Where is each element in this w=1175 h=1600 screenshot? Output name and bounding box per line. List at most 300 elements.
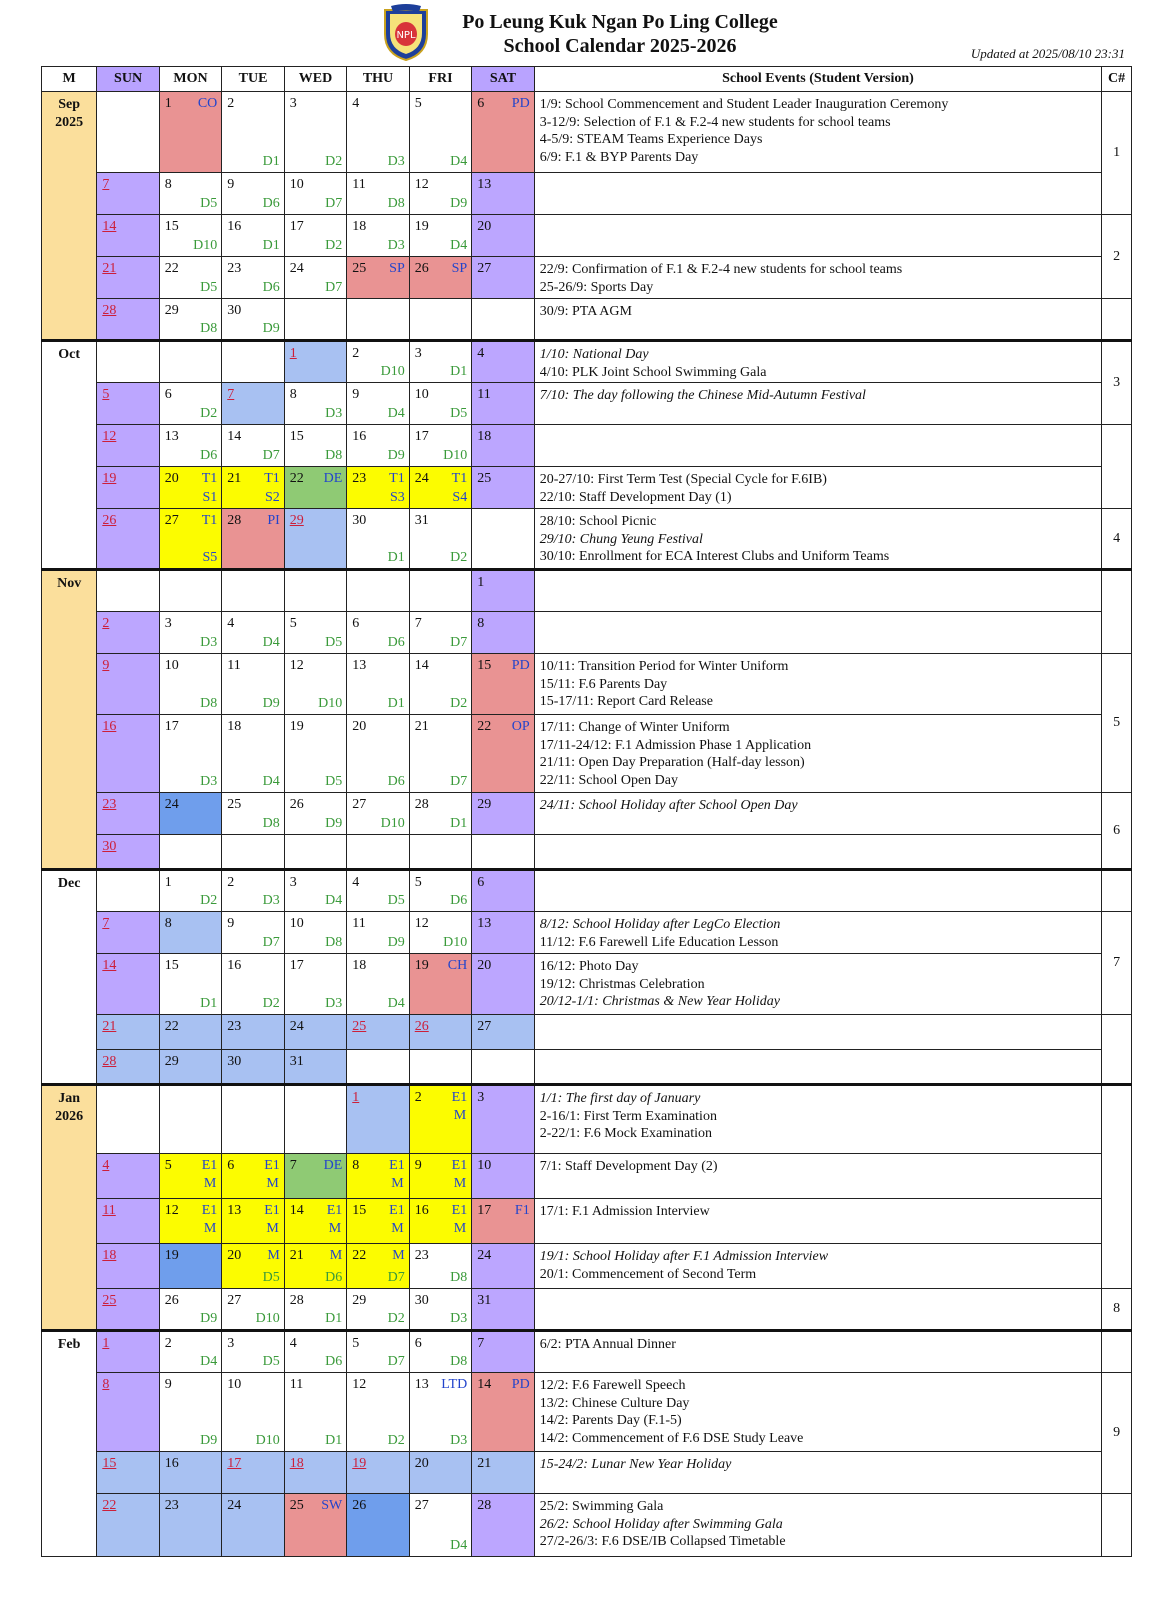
cycle-number xyxy=(1102,299,1132,341)
day-cell[interactable] xyxy=(284,92,346,173)
public-holiday-date: 2 xyxy=(102,616,110,631)
day-cell[interactable] xyxy=(409,383,471,425)
day-cell[interactable] xyxy=(409,1494,471,1557)
day-cell[interactable] xyxy=(222,654,284,715)
day-cell[interactable] xyxy=(472,612,534,654)
day-cell[interactable] xyxy=(347,383,409,425)
date-number: 3 xyxy=(227,1336,235,1351)
school-event: 15/11: F.6 Parents Day xyxy=(539,676,668,692)
week-events xyxy=(534,1494,1102,1557)
day-cell[interactable] xyxy=(409,257,471,299)
day-cell[interactable] xyxy=(159,383,221,425)
day-cell[interactable] xyxy=(347,1244,409,1289)
day-cell[interactable] xyxy=(222,612,284,654)
event-code: E1 xyxy=(451,1090,468,1105)
day-cell[interactable] xyxy=(159,1244,221,1289)
week-events xyxy=(534,912,1102,954)
day-cell[interactable] xyxy=(222,467,284,509)
date-number: 13 xyxy=(477,177,492,192)
day-cell[interactable] xyxy=(159,509,221,570)
day-cell[interactable] xyxy=(97,299,159,341)
date-number: 13 xyxy=(352,658,367,673)
day-cell[interactable] xyxy=(472,715,534,793)
cycle-day: D5 xyxy=(325,774,343,789)
event-code: T1 xyxy=(451,471,468,486)
day-cell[interactable] xyxy=(159,1050,221,1085)
date-number: 5 xyxy=(352,1336,360,1351)
day-cell[interactable] xyxy=(284,1494,346,1557)
date-number: 20 xyxy=(164,471,179,486)
day-cell[interactable] xyxy=(347,1015,409,1050)
day-cell[interactable] xyxy=(347,1331,409,1373)
day-cell[interactable] xyxy=(472,570,534,612)
day-cell[interactable] xyxy=(409,793,471,835)
day-cell[interactable] xyxy=(472,1085,534,1154)
date-number: 9 xyxy=(227,177,235,192)
day-cell[interactable] xyxy=(284,509,346,570)
week-events xyxy=(534,954,1102,1015)
day-cell[interactable] xyxy=(472,1452,534,1494)
cycle-day: D6 xyxy=(387,635,405,650)
school-event: 28/10: School Picnic xyxy=(539,514,657,529)
cycle-day: D1 xyxy=(262,238,280,253)
date-number: 15 xyxy=(289,429,304,444)
week-events xyxy=(534,1289,1102,1331)
day-cell[interactable] xyxy=(347,173,409,215)
day-cell[interactable] xyxy=(409,1331,471,1373)
date-number: 27 xyxy=(414,1498,429,1513)
day-cell[interactable] xyxy=(472,1015,534,1050)
cycle-day: D5 xyxy=(262,1354,280,1369)
day-cell[interactable] xyxy=(347,1494,409,1557)
day-cell[interactable] xyxy=(97,1373,159,1452)
date-number: 14 xyxy=(227,429,242,444)
day-cell[interactable] xyxy=(284,793,346,835)
day-cell[interactable] xyxy=(222,912,284,954)
cycle-day: D5 xyxy=(387,893,405,908)
day-cell[interactable] xyxy=(347,467,409,509)
day-cell[interactable] xyxy=(472,257,534,299)
day-cell[interactable] xyxy=(284,383,346,425)
day-cell[interactable] xyxy=(97,1331,159,1373)
day-cell[interactable] xyxy=(159,1331,221,1373)
day-cell[interactable] xyxy=(159,954,221,1015)
date-number: 18 xyxy=(352,219,367,234)
date-number: 24 xyxy=(477,1248,492,1263)
day-cell[interactable] xyxy=(347,341,409,383)
public-holiday-date: 4 xyxy=(102,1158,110,1173)
day-cell xyxy=(347,835,409,870)
day-cell[interactable] xyxy=(347,715,409,793)
day-cell[interactable] xyxy=(284,1289,346,1331)
week-events xyxy=(534,1154,1102,1199)
day-cell[interactable] xyxy=(97,509,159,570)
day-cell[interactable] xyxy=(97,467,159,509)
event-code: CO xyxy=(197,96,218,111)
day-cell[interactable] xyxy=(97,1452,159,1494)
day-cell[interactable] xyxy=(472,654,534,715)
day-cell[interactable] xyxy=(222,870,284,912)
date-number: 10 xyxy=(414,387,429,402)
day-cell[interactable] xyxy=(222,1050,284,1085)
day-cell[interactable] xyxy=(222,1494,284,1557)
month-label xyxy=(42,570,97,870)
day-cell xyxy=(284,299,346,341)
day-cell[interactable] xyxy=(97,1289,159,1331)
day-cell[interactable] xyxy=(472,173,534,215)
week-events xyxy=(534,1199,1102,1244)
week-row xyxy=(42,425,1132,467)
day-cell[interactable] xyxy=(159,467,221,509)
week-row xyxy=(42,92,1132,173)
day-cell[interactable] xyxy=(97,715,159,793)
public-holiday-date: 1 xyxy=(102,1336,110,1351)
date-number: 6 xyxy=(477,96,485,111)
day-cell[interactable] xyxy=(472,341,534,383)
day-cell[interactable] xyxy=(409,341,471,383)
cycle-day: D9 xyxy=(325,816,343,831)
day-header-sat: SAT xyxy=(472,67,534,92)
event-code: SW xyxy=(321,1498,343,1513)
public-holiday-date: 19 xyxy=(102,471,117,486)
day-cell[interactable] xyxy=(409,1154,471,1199)
day-cell[interactable] xyxy=(222,1154,284,1199)
day-cell[interactable] xyxy=(347,870,409,912)
month-label xyxy=(42,92,97,341)
day-cell[interactable] xyxy=(159,1373,221,1452)
day-cell xyxy=(284,1085,346,1154)
day-cell[interactable] xyxy=(472,1289,534,1331)
day-cell[interactable] xyxy=(284,1050,346,1085)
day-cell[interactable] xyxy=(409,173,471,215)
cycle-day: D6 xyxy=(387,774,405,789)
day-cell[interactable] xyxy=(409,215,471,257)
day-cell[interactable] xyxy=(284,1154,346,1199)
cycle-number: 9 xyxy=(1102,1373,1132,1494)
day-cell[interactable] xyxy=(347,1154,409,1199)
day-cell[interactable] xyxy=(97,257,159,299)
day-cell[interactable] xyxy=(97,835,159,870)
day-cell[interactable] xyxy=(97,612,159,654)
date-number: 30 xyxy=(227,1054,242,1069)
day-cell[interactable] xyxy=(284,425,346,467)
date-number: 10 xyxy=(289,916,304,931)
date-number: 14 xyxy=(414,658,429,673)
day-cell[interactable] xyxy=(409,1452,471,1494)
cycle-day: D1 xyxy=(325,1433,343,1448)
day-cell[interactable] xyxy=(284,1015,346,1050)
cycle-day: D3 xyxy=(200,635,218,650)
day-cell[interactable] xyxy=(284,870,346,912)
day-cell[interactable] xyxy=(159,173,221,215)
week-row xyxy=(42,173,1132,215)
day-cell[interactable] xyxy=(97,1244,159,1289)
day-cell[interactable] xyxy=(284,467,346,509)
day-cell[interactable] xyxy=(284,257,346,299)
day-cell[interactable] xyxy=(472,1373,534,1452)
day-cell[interactable] xyxy=(222,1015,284,1050)
day-header-tue: TUE xyxy=(222,67,284,92)
date-number: 27 xyxy=(477,1019,492,1034)
day-cell[interactable] xyxy=(409,1289,471,1331)
day-cell[interactable] xyxy=(284,1244,346,1289)
cycle-number: 8 xyxy=(1102,1289,1132,1331)
date-number: 25 xyxy=(227,797,242,812)
school-event: 12/2: F.6 Farewell Speech xyxy=(539,1378,686,1393)
day-cell[interactable] xyxy=(97,1199,159,1244)
day-cell[interactable] xyxy=(347,257,409,299)
day-cell[interactable] xyxy=(347,215,409,257)
day-cell[interactable] xyxy=(472,425,534,467)
day-cell[interactable] xyxy=(97,1050,159,1085)
month-label xyxy=(42,1331,97,1557)
month-label-line: 2026 xyxy=(55,1109,84,1124)
day-cell[interactable] xyxy=(159,793,221,835)
date-number: 7 xyxy=(414,616,422,631)
day-cell[interactable] xyxy=(409,654,471,715)
week-events xyxy=(534,215,1102,257)
week-events xyxy=(534,870,1102,912)
day-cell[interactable] xyxy=(97,912,159,954)
day-cell[interactable] xyxy=(97,654,159,715)
day-header-fri: FRI xyxy=(409,67,471,92)
event-code: E1 xyxy=(264,1203,280,1218)
date-number: 19 xyxy=(414,219,429,234)
day-cell[interactable] xyxy=(97,173,159,215)
week-events xyxy=(534,509,1102,570)
day-cell[interactable] xyxy=(222,1452,284,1494)
day-cell[interactable] xyxy=(222,1289,284,1331)
event-code: E1 xyxy=(451,1158,468,1173)
day-cell[interactable] xyxy=(284,1331,346,1373)
cycle-day: D8 xyxy=(200,696,218,711)
school-event: 30/9: PTA AGM xyxy=(539,304,632,319)
date-number: 25 xyxy=(289,1498,304,1513)
day-cell[interactable] xyxy=(409,612,471,654)
day-cell[interactable] xyxy=(222,215,284,257)
day-cell[interactable] xyxy=(159,215,221,257)
day-cell[interactable] xyxy=(347,954,409,1015)
school-event: 6/2: PTA Annual Dinner xyxy=(539,1337,676,1352)
cycle-day: D5 xyxy=(200,196,218,211)
day-cell[interactable] xyxy=(97,1154,159,1199)
event-code: PD xyxy=(511,658,530,673)
day-cell[interactable] xyxy=(472,1154,534,1199)
date-number: 1 xyxy=(164,875,172,890)
day-cell xyxy=(347,1050,409,1085)
cycle-column-header: C# xyxy=(1102,67,1132,92)
day-cell[interactable] xyxy=(347,612,409,654)
public-holiday-date: 18 xyxy=(289,1456,304,1471)
day-cell[interactable] xyxy=(222,173,284,215)
day-cell[interactable] xyxy=(222,1199,284,1244)
day-cell[interactable] xyxy=(472,954,534,1015)
day-cell[interactable] xyxy=(159,1452,221,1494)
day-cell[interactable] xyxy=(284,341,346,383)
day-cell xyxy=(222,570,284,612)
cycle-day: D9 xyxy=(200,1433,218,1448)
day-cell[interactable] xyxy=(284,173,346,215)
day-cell[interactable] xyxy=(409,92,471,173)
event-code: T1 xyxy=(201,513,218,528)
day-cell[interactable] xyxy=(347,1373,409,1452)
day-cell[interactable] xyxy=(159,870,221,912)
week-events xyxy=(534,570,1102,612)
day-cell[interactable] xyxy=(409,1373,471,1452)
day-cell[interactable] xyxy=(284,612,346,654)
month-label-line: Dec xyxy=(57,876,81,891)
day-cell[interactable] xyxy=(409,467,471,509)
day-cell[interactable] xyxy=(409,1244,471,1289)
day-cell[interactable] xyxy=(347,509,409,570)
day-cell[interactable] xyxy=(159,257,221,299)
school-event: 2-22/1: F.6 Mock Examination xyxy=(539,1126,713,1141)
holiday-event: 8/12: School Holiday after LegCo Election xyxy=(539,917,781,932)
cycle-day: D1 xyxy=(450,364,468,379)
day-cell[interactable] xyxy=(159,1494,221,1557)
cycle-day: D7 xyxy=(325,196,343,211)
week-events xyxy=(534,1373,1102,1452)
day-cell[interactable] xyxy=(222,92,284,173)
day-cell[interactable] xyxy=(222,1373,284,1452)
day-cell[interactable] xyxy=(347,1199,409,1244)
week-events xyxy=(534,467,1102,509)
cycle-number xyxy=(1102,870,1132,912)
day-cell[interactable] xyxy=(472,383,534,425)
day-cell[interactable] xyxy=(347,1289,409,1331)
cycle-day: D3 xyxy=(387,154,405,169)
day-cell[interactable] xyxy=(222,1331,284,1373)
school-event: 4-5/9: STEAM Teams Experience Days xyxy=(539,132,763,147)
cycle-day: D6 xyxy=(450,893,468,908)
week-events xyxy=(534,1244,1102,1289)
day-cell xyxy=(222,341,284,383)
date-number: 13 xyxy=(414,1377,429,1392)
date-number: 26 xyxy=(289,797,304,812)
day-cell[interactable] xyxy=(222,954,284,1015)
day-cell[interactable] xyxy=(347,1452,409,1494)
day-cell[interactable] xyxy=(472,215,534,257)
month-column-header: M xyxy=(42,67,97,92)
day-cell[interactable] xyxy=(409,425,471,467)
day-cell xyxy=(159,341,221,383)
day-cell[interactable] xyxy=(409,954,471,1015)
day-cell[interactable] xyxy=(97,215,159,257)
cycle-day: D2 xyxy=(200,893,218,908)
day-cell[interactable] xyxy=(159,612,221,654)
cycle-day: D4 xyxy=(450,238,468,253)
day-cell[interactable] xyxy=(159,1199,221,1244)
day-cell[interactable] xyxy=(97,793,159,835)
cycle-day: D8 xyxy=(325,935,343,950)
day-cell[interactable] xyxy=(284,715,346,793)
day-cell[interactable] xyxy=(97,383,159,425)
date-number: 9 xyxy=(227,916,235,931)
day-cell[interactable] xyxy=(159,654,221,715)
public-holiday-date: 25 xyxy=(102,1293,117,1308)
day-cell[interactable] xyxy=(347,793,409,835)
day-cell[interactable] xyxy=(409,1199,471,1244)
day-cell[interactable] xyxy=(222,509,284,570)
public-holiday-date: 28 xyxy=(102,303,117,318)
public-holiday-date: 21 xyxy=(102,261,117,276)
day-cell[interactable] xyxy=(284,215,346,257)
day-cell[interactable] xyxy=(159,1289,221,1331)
event-code: SP xyxy=(389,261,405,276)
day-cell[interactable] xyxy=(159,1015,221,1050)
day-cell[interactable] xyxy=(159,912,221,954)
day-cell[interactable] xyxy=(472,1199,534,1244)
date-number: 6 xyxy=(414,1336,422,1351)
day-cell[interactable] xyxy=(472,1494,534,1557)
cycle-day: D2 xyxy=(200,406,218,421)
date-number: 11 xyxy=(352,177,366,192)
day-cell[interactable] xyxy=(409,870,471,912)
day-cell[interactable] xyxy=(347,1085,409,1154)
day-cell[interactable] xyxy=(409,715,471,793)
day-cell[interactable] xyxy=(222,793,284,835)
day-cell[interactable] xyxy=(472,92,534,173)
day-cell[interactable] xyxy=(222,257,284,299)
day-cell[interactable] xyxy=(472,467,534,509)
day-cell[interactable] xyxy=(97,954,159,1015)
day-cell[interactable] xyxy=(159,425,221,467)
day-cell[interactable] xyxy=(472,793,534,835)
day-cell[interactable] xyxy=(159,92,221,173)
cycle-day: D3 xyxy=(387,238,405,253)
day-cell[interactable] xyxy=(284,1373,346,1452)
day-cell[interactable] xyxy=(347,654,409,715)
day-cell[interactable] xyxy=(97,1494,159,1557)
month-label-line: Sep xyxy=(58,97,81,112)
day-cell[interactable] xyxy=(284,1452,346,1494)
cycle-day: D1 xyxy=(387,696,405,711)
cycle-day: D8 xyxy=(200,321,218,336)
day-cell[interactable] xyxy=(97,425,159,467)
day-cell[interactable] xyxy=(347,92,409,173)
day-cell[interactable] xyxy=(472,1331,534,1373)
week-events xyxy=(534,425,1102,467)
cycle-day: D1 xyxy=(262,154,280,169)
day-cell[interactable] xyxy=(472,912,534,954)
day-cell[interactable] xyxy=(97,1015,159,1050)
day-cell[interactable] xyxy=(347,912,409,954)
day-cell[interactable] xyxy=(222,383,284,425)
day-cell[interactable] xyxy=(347,425,409,467)
month-label-line: 2025 xyxy=(55,115,84,130)
day-cell[interactable] xyxy=(222,425,284,467)
date-number: 23 xyxy=(352,471,367,486)
day-cell[interactable] xyxy=(409,1015,471,1050)
day-cell[interactable] xyxy=(222,1244,284,1289)
day-cell[interactable] xyxy=(159,299,221,341)
day-cell[interactable] xyxy=(472,870,534,912)
day-cell[interactable] xyxy=(409,912,471,954)
day-cell[interactable] xyxy=(284,1199,346,1244)
day-cell[interactable] xyxy=(222,715,284,793)
day-cell[interactable] xyxy=(222,299,284,341)
day-cell[interactable] xyxy=(159,715,221,793)
day-cell[interactable] xyxy=(284,954,346,1015)
day-cell[interactable] xyxy=(409,1085,471,1154)
school-event: 14/2: Parents Day (F.1-5) xyxy=(539,1413,682,1428)
day-cell[interactable] xyxy=(284,654,346,715)
day-cell[interactable] xyxy=(159,1154,221,1199)
day-cell[interactable] xyxy=(409,509,471,570)
date-number: 6 xyxy=(352,616,360,631)
day-cell[interactable] xyxy=(472,1244,534,1289)
day-cell[interactable] xyxy=(284,912,346,954)
